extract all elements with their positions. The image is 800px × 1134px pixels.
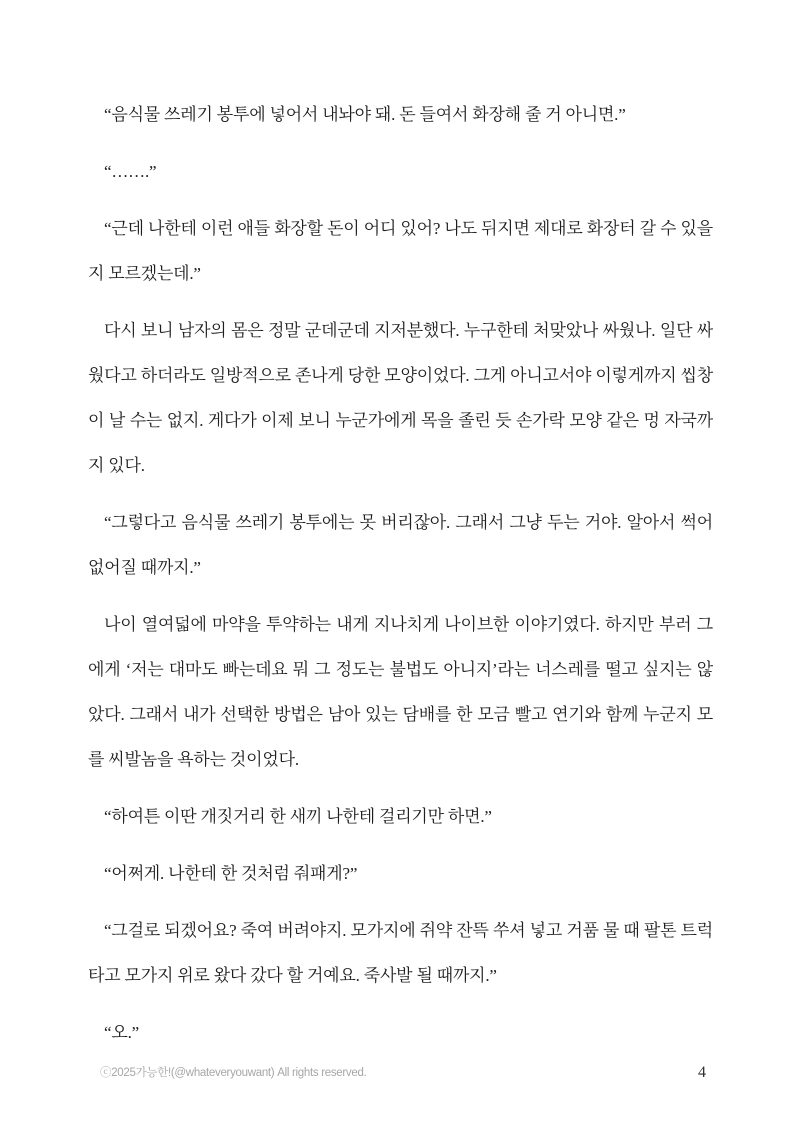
page-footer xyxy=(100,1060,712,1086)
copyright-text: ⓒ2025가능한!(@whateveryouwant) All rights reserved. xyxy=(100,1067,367,1079)
paragraph: “음식물 쓰레기 봉투에 넣어서 내놔야 돼. 돈 들여서 화장해 줄 거 아니면.” xyxy=(104,105,626,124)
paragraph: “근데 나한테 이런 애들 화장할 돈이 어디 있어? 나도 뒤지면 제대로 화장터 갈 수 있을지 모르겠는데.” xyxy=(88,219,713,283)
paragraph: “어쩌게. 나한테 한 것처럼 줘패게?” xyxy=(104,864,358,883)
page-number: 4 xyxy=(698,1064,706,1081)
body-text xyxy=(88,92,713,1067)
paragraph: “하여튼 이딴 개짓거리 한 새끼 나한테 걸리기만 하면.” xyxy=(104,807,492,826)
paragraph: 나이 열여덟에 마약을 투약하는 내게 지나치게 나이브한 이야기였다. 하지만 부러 그에게 ‘저는 대마도 빠는데요 뭐 그 정도는 불법도 아니지’라는 너스레를 떨고 싶지는 않았다. 그래서 내가 선택한 방법은 남아 있는 담배를 한 모금 빨고 연기와 함께 누군지 모를 씨발놈을 욕하는 것이었다. xyxy=(88,615,713,769)
paragraph: “…….” xyxy=(104,162,157,181)
paragraph: “오.” xyxy=(104,1023,139,1042)
paragraph: “그렇다고 음식물 쓰레기 봉투에는 못 버리잖아. 그래서 그냥 두는 거야. 알아서 썩어 없어질 때까지.” xyxy=(88,513,713,577)
paragraph: “그걸로 되겠어요? 죽여 버려야지. 모가지에 쥐약 잔뜩 쑤셔 넣고 거품 물 때 팔톤 트럭 타고 모가지 위로 왔다 갔다 할 거예요. 죽사발 될 때까지.” xyxy=(88,921,713,985)
paragraph: 다시 보니 남자의 몸은 정말 군데군데 지저분했다. 누구한테 처맞았나 싸웠나. 일단 싸웠다고 하더라도 일방적으로 존나게 당한 모양이었다. 그게 아니고서야 이렇게까지 씹창이 날 수는 없지. 게다가 이제 보니 누군가에게 목을 졸린 듯 손가락 모양 같은 멍 자국까지 있다. xyxy=(88,321,713,475)
